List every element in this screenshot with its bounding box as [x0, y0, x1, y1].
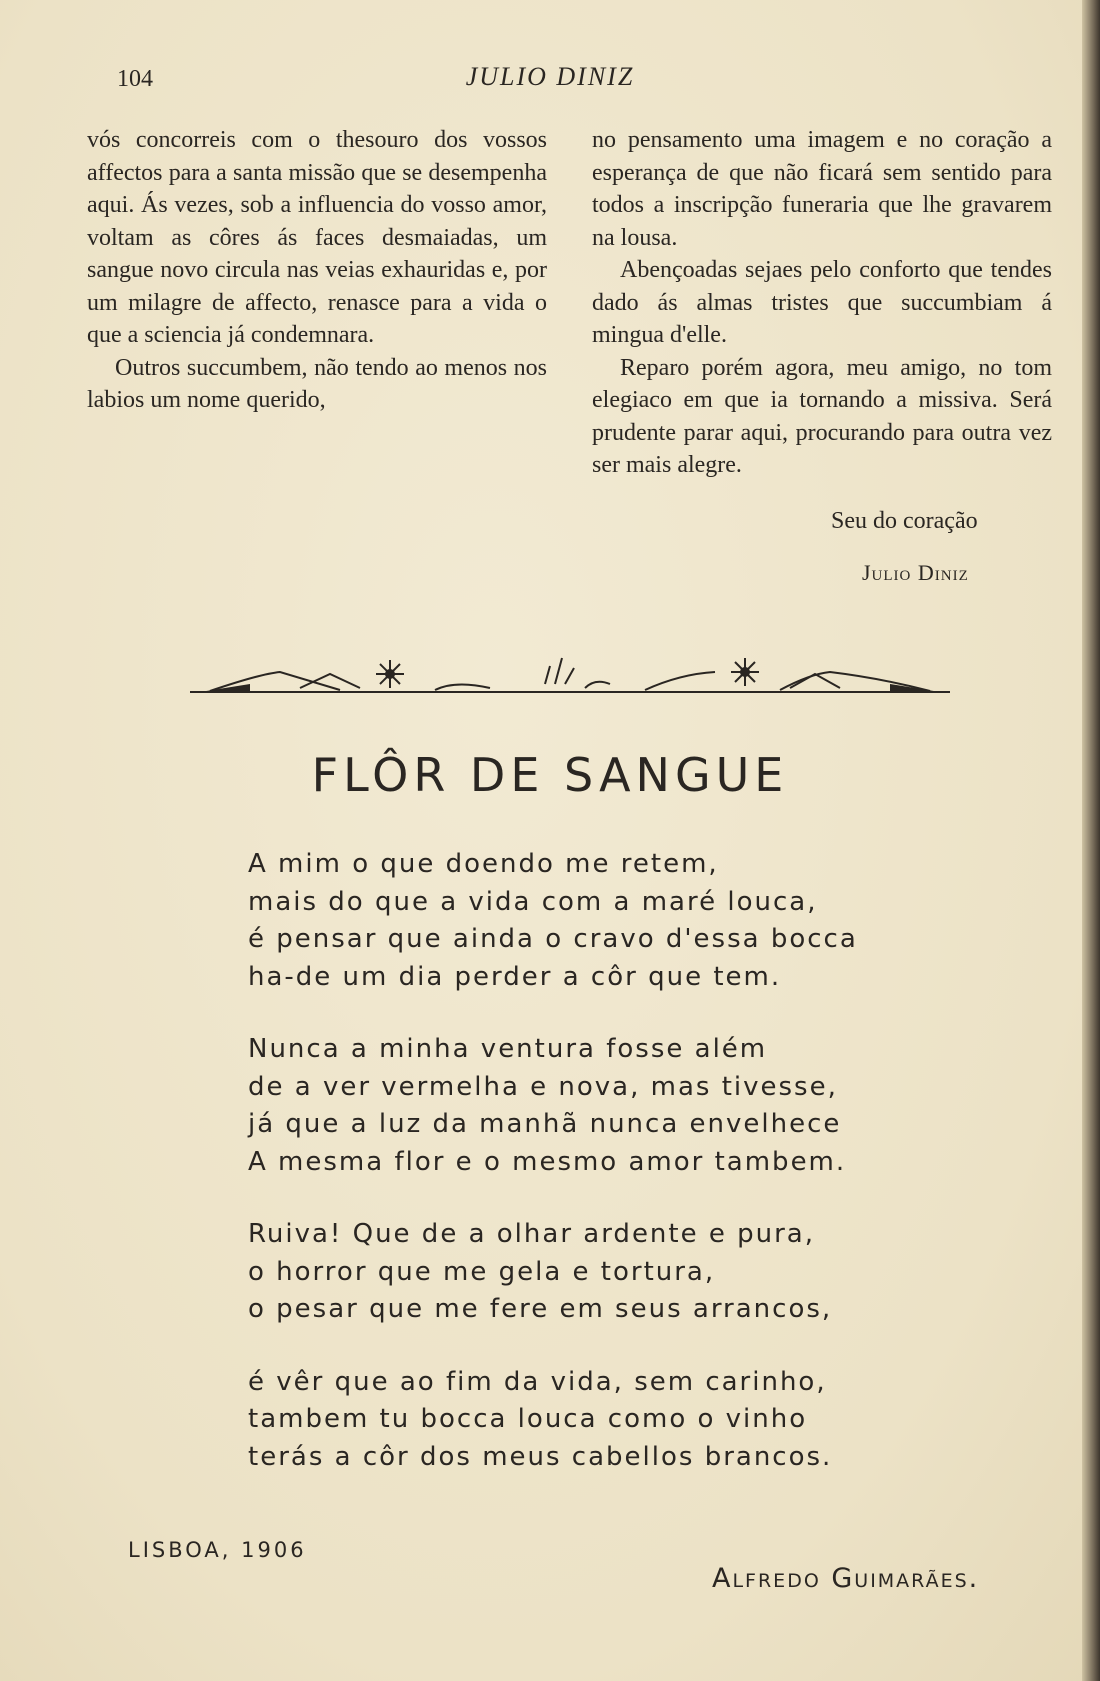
poem-title: FLÔR DE SANGUE [311, 748, 789, 802]
running-head: JULIO DINIZ [465, 62, 635, 91]
poem-line: já que a luz da manhã nunca envelhece [248, 1109, 842, 1139]
poem-line: A mesma flor e o mesmo amor tambem. [248, 1146, 847, 1177]
poem-line: Nunca a minha ventura fosse além [248, 1034, 768, 1064]
letter-paragraph: no pensamento uma imagem e no coração a esperança de que não ficará sem sentido para todos a inscripção funeraria que lhe gravarem na lousa. [592, 127, 1052, 251]
page-number: 104 [117, 66, 153, 92]
poem-stanza [248, 1364, 858, 1477]
poem-line: ha-de um dia perder a côr que tem. [248, 961, 782, 992]
letter-closing: Seu do coração [831, 508, 978, 534]
letter-right-column [592, 124, 1052, 482]
poem-line: o horror que me gela e tortura, [248, 1256, 716, 1287]
poem-line: é vêr que ao fim da vida, sem carinho, [248, 1366, 827, 1397]
poem-line: mais do que a vida com a maré louca, [248, 886, 818, 917]
decorative-ornament-icon [190, 644, 950, 704]
letter-paragraph: Outros succumbem, não tendo ao menos nos labios um nome querido, [87, 354, 547, 413]
poem-stanza [248, 846, 858, 996]
poem-line: A mim o que doendo me retem, [248, 849, 719, 879]
poem-place-date: LISBOA, 1906 [128, 1538, 307, 1562]
poem-line: o pesar que me fere em seus arrancos, [248, 1294, 833, 1324]
poem-line: tambem tu bocca louca como o vinho [248, 1404, 808, 1434]
poem-author: Alfredo Guimarães. [712, 1563, 980, 1594]
poem-line: Ruiva! Que de a olhar ardente e pura, [248, 1219, 815, 1249]
letter-paragraph: Abençoadas sejaes pelo conforto que tendes dado ás almas tristes que succumbiam á mingua d'elle. [592, 257, 1052, 348]
poem-line: é pensar que ainda o cravo d'essa bocca [248, 924, 858, 954]
poem-line: de a ver vermelha e nova, mas tivesse, [248, 1071, 838, 1102]
poem-stanza [248, 1031, 858, 1181]
poem-body [248, 846, 858, 1511]
poem-line: terás a côr dos meus cabellos brancos. [248, 1441, 833, 1472]
poem-stanza [248, 1216, 858, 1329]
letter-left-column [87, 124, 547, 417]
letter-signature: Julio Diniz [862, 560, 969, 585]
book-spine-edge [1082, 0, 1100, 1681]
letter-paragraph: vós concorreis com o thesouro dos vossos affectos para a santa missão que se desempenha aqui. Ás vezes, sob a influencia do vosso amor, voltam as côres ás faces desmaiadas, um sangue novo circula nas veias exhauridas e, por um milagre de affecto, renasce para a vida o que a sciencia já condemnara. [87, 127, 547, 348]
letter-paragraph: Reparo porém agora, meu amigo, no tom elegiaco em que ia tornando a missiva. Será prudente parar aqui, procurando para outra vez ser mais alegre. [592, 354, 1052, 478]
